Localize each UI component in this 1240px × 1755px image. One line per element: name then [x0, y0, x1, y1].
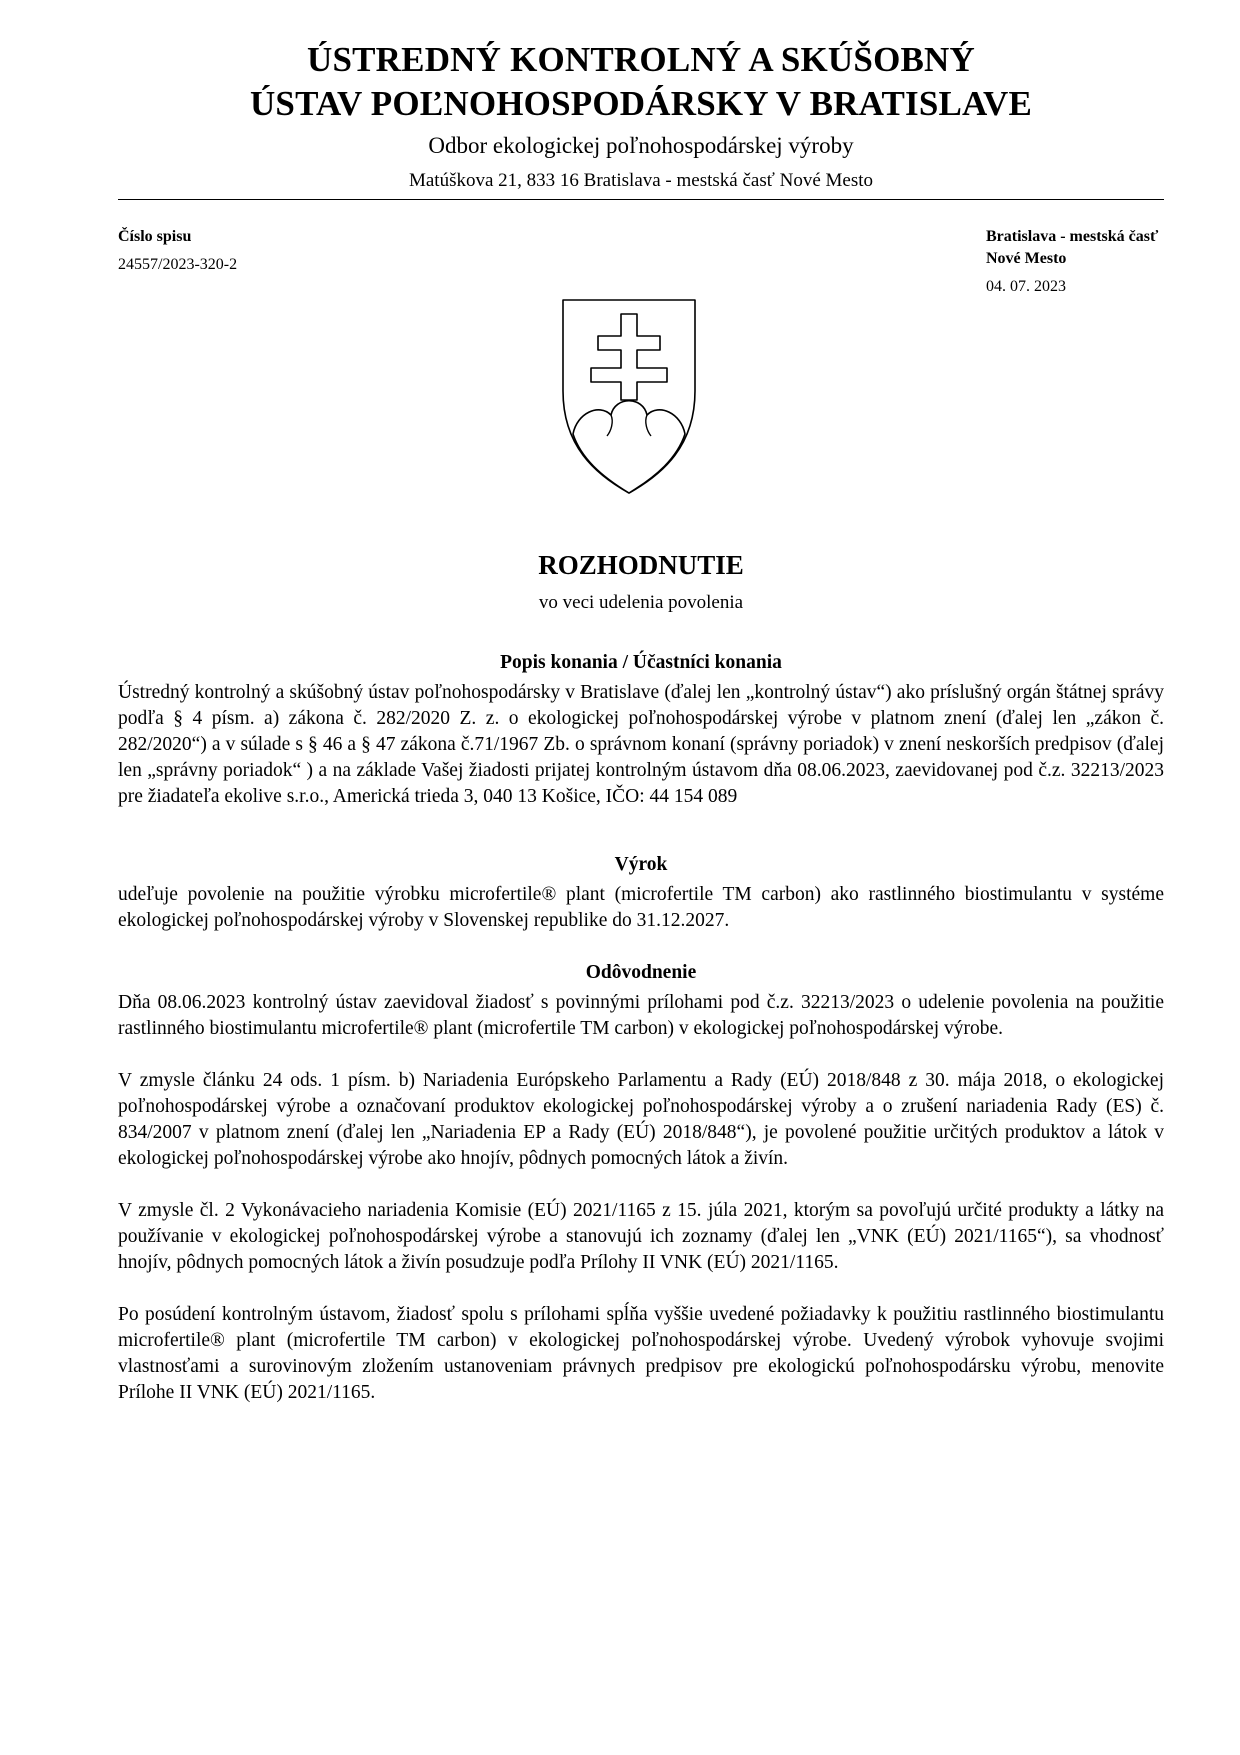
document-subtitle: vo veci udelenia povolenia: [538, 592, 744, 613]
parties-paragraph: Ústredný kontrolný a skúšobný ústav poľnohospodársky v Bratislave (ďalej len „kontrolný ústav“) ako príslušný orgán štátnej správy podľa § 4 písm. a) zákona č. 282/2020 Z. z. o ekologickej poľnohospodárskej výrobe v platnom znení (ďalej len „zákon č. 282/2020“) a v súlade s § 46 a § 47 zákona č.71/1967 Zb. o správnom konaní (správny poriadok) v znení neskorších predpisov (ďalej len „správny poriadok“ ) a na základe Vašej žiadosti prijatej kontrolným ústavom dňa 08.06.2023, zaevidovanej pod č.z. 32213/2023 pre žiadateľa ekolive s.r.o., Americká trieda 3, 040 13 Košice, IČO: 44 154 089: [118, 682, 1164, 807]
reasoning-paragraph-2: V zmysle článku 24 ods. 1 písm. b) Nariadenia Európskeho Parlamentu a Rady (EÚ) 2018/848 z 30. mája 2018, o ekologickej poľnohospodárskej výrobe a označovaní produktov ekologickej poľnohospodárskej výroby a o zrušení nariadenia Rady (ES) č. 834/2007 v platnom znení (ďalej len „Nariadenia EP a Rady (EÚ) 2018/848“), je povolené použitie určitých produktov a látok v ekologickej poľnohospodárskej výrobe ako hnojív, pôdnych pomocných látok a živín.: [118, 1070, 1164, 1169]
section-heading-verdict: Výrok: [614, 854, 668, 875]
issue-place: Bratislava - mestská časť Nové Mesto: [986, 228, 1159, 267]
institution-name-line2: ÚSTAV POĽNOHOSPODÁRSKY V BRATISLAVE: [249, 84, 1033, 123]
section-heading-parties: Popis konania / Účastníci konania: [500, 652, 782, 673]
file-reference: [118, 226, 237, 276]
document-heading: [118, 548, 1164, 616]
reasoning-paragraph-3: V zmysle čl. 2 Vykonávacieho nariadenia Komisie (EÚ) 2021/1165 z 15. júla 2021, ktorým sa povoľujú určité produkty a látky na používanie v ekologickej poľnohospodárskej výrobe a stanovujú ich zoznamy (ďalej len „VNK (EÚ) 2021/1165“), sa vhodnosť hnojív, pôdnych pomocných látok a živín posudzuje podľa Prílohy II VNK (EÚ) 2021/1165.: [118, 1200, 1164, 1273]
institution-name-line1: ÚSTREDNÝ KONTROLNÝ A SKÚŠOBNÝ: [306, 40, 975, 79]
institution-address: Matúškova 21, 833 16 Bratislava - mestská časť Nové Mesto: [408, 170, 874, 191]
section-heading-reasoning: Odôvodnenie: [585, 962, 697, 983]
place-and-date: [986, 226, 1186, 298]
file-number-value: 24557/2023-320-2: [118, 256, 238, 273]
reasoning-paragraph-1: Dňa 08.06.2023 kontrolný ústav zaevidoval žiadosť s povinnými prílohami pod č.z. 32213/2023 o udelenie povolenia na použitie rastlinného biostimulantu microfertile® plant (microfertile TM carbon) v ekologickej poľnohospodárskej výrobe.: [118, 992, 1164, 1039]
document-title: ROZHODNUTIE: [538, 550, 744, 580]
letterhead: [118, 38, 1164, 194]
issue-date: 04. 07. 2023: [986, 278, 1066, 295]
department-name: Odbor ekologickej poľnohospodárskej výroby: [428, 133, 854, 158]
document-body: [118, 650, 1164, 1406]
file-number-label: Číslo spisu: [118, 228, 192, 245]
header-divider: [118, 199, 1164, 200]
slovak-coat-of-arms-icon: [558, 296, 700, 496]
reasoning-paragraph-4: Po posúdení kontrolným ústavom, žiadosť spolu s prílohami spĺňa vyššie uvedené požiadavky k použitiu rastlinného biostimulantu microfertile® plant (microfertile TM carbon) v ekologickej poľnohospodárskej výrobe. Uvedený výrobok vyhovuje svojimi vlastnosťami a surovinovým zložením ustanoveniam právnych predpisov pre ekologickú poľnohospodársku výrobu, menovite Prílohe II VNK (EÚ) 2021/1165.: [118, 1304, 1164, 1403]
verdict-paragraph: udeľuje povolenie na použitie výrobku microfertile® plant (microfertile TM carbon) ako rastlinného biostimulantu v systéme ekologickej poľnohospodárskej výroby v Slovenskej republike do 31.12.2027.: [118, 884, 1164, 931]
